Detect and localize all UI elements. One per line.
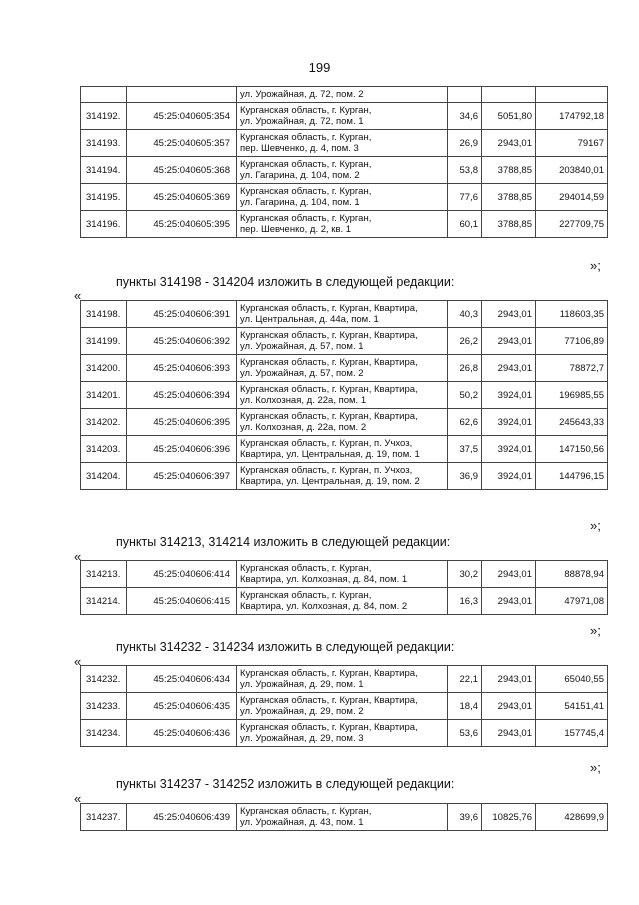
address: Курганская область, г. Курган, ул. Гагарина, д. 104, пом. 2: [237, 157, 448, 184]
cost-value: 77106,89: [536, 328, 608, 355]
row-number: 314213.: [81, 561, 127, 588]
cost-value: 118603,35: [536, 301, 608, 328]
row-number: 314234.: [81, 720, 127, 747]
cadastral-number: 45:25:040605:395: [127, 211, 237, 238]
cadastral-number: 45:25:040605:357: [127, 130, 237, 157]
cadastral-number: 45:25:040606:391: [127, 301, 237, 328]
table-row: [81, 463, 608, 490]
cadastral-number: 45:25:040606:396: [127, 436, 237, 463]
register-table: [80, 86, 608, 238]
amendment-instruction: пункты 314237 - 314252 изложить в следующей редакции:: [116, 777, 455, 791]
area-value: 77,6: [448, 184, 482, 211]
row-number: 314202.: [81, 409, 127, 436]
address: Курганская область, г. Курган, Квартира, ул. Колхозная, д. 84, пом. 2: [237, 588, 448, 615]
cost-value: [536, 87, 608, 103]
table-row: [81, 804, 608, 831]
rate-value: 10825,76: [482, 804, 536, 831]
rate-value: [482, 87, 536, 103]
cadastral-number: 45:25:040606:436: [127, 720, 237, 747]
page-number: 199: [308, 60, 331, 75]
row-number: 314200.: [81, 355, 127, 382]
cost-value: 174792,18: [536, 103, 608, 130]
area-value: 30,2: [448, 561, 482, 588]
address: Курганская область, г. Курган, пер. Шевченко, д. 2, кв. 1: [237, 211, 448, 238]
cost-value: 203840,01: [536, 157, 608, 184]
register-table: [80, 300, 608, 490]
rate-value: 2943,01: [482, 588, 536, 615]
rate-value: 2943,01: [482, 130, 536, 157]
row-number: 314198.: [81, 301, 127, 328]
rate-value: 3788,85: [482, 211, 536, 238]
cost-value: 65040,55: [536, 666, 608, 693]
table-row: [81, 588, 608, 615]
rate-value: 2943,01: [482, 561, 536, 588]
cost-value: 144796,15: [536, 463, 608, 490]
closing-quote: »;: [590, 623, 601, 638]
address: Курганская область, г. Курган, ул. Урожайная, д. 43, пом. 1: [237, 804, 448, 831]
closing-quote: »;: [590, 760, 601, 775]
area-value: 34,6: [448, 103, 482, 130]
rate-value: 2943,01: [482, 355, 536, 382]
opening-quote: «: [74, 654, 82, 669]
area-value: 53,8: [448, 157, 482, 184]
table-row: [81, 436, 608, 463]
rate-value: 3924,01: [482, 436, 536, 463]
cadastral-number: 45:25:040606:434: [127, 666, 237, 693]
area-value: 37,5: [448, 436, 482, 463]
row-number: 314195.: [81, 184, 127, 211]
area-value: 62,6: [448, 409, 482, 436]
cost-value: 88878,94: [536, 561, 608, 588]
address: Курганская область, г. Курган, Квартира, ул. Урожайная, д. 29, пом. 1: [237, 666, 448, 693]
row-number: 314192.: [81, 103, 127, 130]
table-row: [81, 355, 608, 382]
amendment-instruction: пункты 314213, 314214 изложить в следующей редакции:: [116, 535, 451, 549]
cost-value: 79167: [536, 130, 608, 157]
cost-value: 47971,08: [536, 588, 608, 615]
row-number: 314233.: [81, 693, 127, 720]
area-value: 18,4: [448, 693, 482, 720]
table-row: [81, 720, 608, 747]
table-row: [81, 130, 608, 157]
row-number: 314196.: [81, 211, 127, 238]
area-value: 50,2: [448, 382, 482, 409]
address: Курганская область, г. Курган, Квартира, ул. Колхозная, д. 22а, пом. 1: [237, 382, 448, 409]
address: Курганская область, г. Курган, ул. Урожайная, д. 72, пом. 1: [237, 103, 448, 130]
area-value: 26,8: [448, 355, 482, 382]
table-row: [81, 103, 608, 130]
cost-value: 227709,75: [536, 211, 608, 238]
address: Курганская область, г. Курган, Квартира, ул. Урожайная, д. 57, пом. 1: [237, 328, 448, 355]
row-number: 314204.: [81, 463, 127, 490]
register-table: [80, 560, 608, 615]
cost-value: 428699,9: [536, 804, 608, 831]
cadastral-number: 45:25:040606:392: [127, 328, 237, 355]
amendment-instruction: пункты 314232 - 314234 изложить в следующей редакции:: [116, 640, 455, 654]
cadastral-number: [127, 87, 237, 103]
cadastral-number: 45:25:040606:439: [127, 804, 237, 831]
address: Курганская область, г. Курган, Квартира, ул. Центральная, д. 44а, пом. 1: [237, 301, 448, 328]
row-number: 314201.: [81, 382, 127, 409]
address: Курганская область, г. Курган, Квартира, ул. Урожайная, д. 29, пом. 2: [237, 693, 448, 720]
area-value: 60,1: [448, 211, 482, 238]
area-value: 26,2: [448, 328, 482, 355]
row-number: 314203.: [81, 436, 127, 463]
cost-value: 196985,55: [536, 382, 608, 409]
area-value: [448, 87, 482, 103]
row-number: 314194.: [81, 157, 127, 184]
cost-value: 157745,4: [536, 720, 608, 747]
cadastral-number: 45:25:040606:435: [127, 693, 237, 720]
table-row: [81, 382, 608, 409]
opening-quote: «: [74, 791, 82, 806]
area-value: 22,1: [448, 666, 482, 693]
table-row: [81, 693, 608, 720]
rate-value: 3924,01: [482, 409, 536, 436]
cadastral-number: 45:25:040606:397: [127, 463, 237, 490]
rate-value: 2943,01: [482, 693, 536, 720]
cadastral-number: 45:25:040605:369: [127, 184, 237, 211]
area-value: 36,9: [448, 463, 482, 490]
opening-quote: «: [74, 288, 82, 303]
address: Курганская область, г. Курган, Квартира, ул. Колхозная, д. 84, пом. 1: [237, 561, 448, 588]
cadastral-number: 45:25:040606:393: [127, 355, 237, 382]
table-row: [81, 328, 608, 355]
address: Курганская область, г. Курган, п. Учхоз, Квартира, ул. Центральная, д. 19, пом. 1: [237, 436, 448, 463]
table-row: [81, 211, 608, 238]
table-row: [81, 409, 608, 436]
rate-value: 3788,85: [482, 157, 536, 184]
table-row: [81, 301, 608, 328]
closing-quote: »;: [590, 258, 601, 273]
rate-value: 5051,80: [482, 103, 536, 130]
address: Курганская область, г. Курган, Квартира, ул. Колхозная, д. 22а, пом. 2: [237, 409, 448, 436]
address: Курганская область, г. Курган, ул. Гагарина, д. 104, пом. 1: [237, 184, 448, 211]
address: Курганская область, г. Курган, пер. Шевченко, д. 4, пом. 3: [237, 130, 448, 157]
rate-value: 3924,01: [482, 382, 536, 409]
cadastral-number: 45:25:040606:414: [127, 561, 237, 588]
area-value: 40,3: [448, 301, 482, 328]
cadastral-number: 45:25:040606:415: [127, 588, 237, 615]
row-number: 314199.: [81, 328, 127, 355]
cadastral-number: 45:25:040606:394: [127, 382, 237, 409]
row-number: 314193.: [81, 130, 127, 157]
cadastral-number: 45:25:040605:368: [127, 157, 237, 184]
amendment-instruction: пункты 314198 - 314204 изложить в следующей редакции:: [116, 275, 455, 289]
area-value: 53,6: [448, 720, 482, 747]
register-table: [80, 665, 608, 747]
rate-value: 2943,01: [482, 328, 536, 355]
address: Курганская область, г. Курган, п. Учхоз, Квартира, ул. Центральная, д. 19, пом. 2: [237, 463, 448, 490]
table-row: [81, 184, 608, 211]
rate-value: 2943,01: [482, 720, 536, 747]
cadastral-number: 45:25:040606:395: [127, 409, 237, 436]
cost-value: 147150,56: [536, 436, 608, 463]
rate-value: 3924,01: [482, 463, 536, 490]
closing-quote: »;: [590, 518, 601, 533]
table-row: [81, 87, 608, 103]
row-number: 314232.: [81, 666, 127, 693]
table-row: [81, 561, 608, 588]
cost-value: 245643,33: [536, 409, 608, 436]
address: Курганская область, г. Курган, Квартира, ул. Урожайная, д. 29, пом. 3: [237, 720, 448, 747]
rate-value: 2943,01: [482, 301, 536, 328]
cadastral-number: 45:25:040605:354: [127, 103, 237, 130]
address: ул. Урожайная, д. 72, пом. 2: [237, 87, 448, 103]
table-row: [81, 666, 608, 693]
area-value: 16,3: [448, 588, 482, 615]
rate-value: 3788,85: [482, 184, 536, 211]
row-number: 314237.: [81, 804, 127, 831]
rate-value: 2943,01: [482, 666, 536, 693]
opening-quote: «: [74, 549, 82, 564]
area-value: 26,9: [448, 130, 482, 157]
row-number: 314214.: [81, 588, 127, 615]
register-table: [80, 803, 608, 831]
cost-value: 54151,41: [536, 693, 608, 720]
row-number: [81, 87, 127, 103]
area-value: 39,6: [448, 804, 482, 831]
address: Курганская область, г. Курган, Квартира, ул. Урожайная, д. 57, пом. 2: [237, 355, 448, 382]
cost-value: 294014,59: [536, 184, 608, 211]
cost-value: 78872,7: [536, 355, 608, 382]
table-row: [81, 157, 608, 184]
